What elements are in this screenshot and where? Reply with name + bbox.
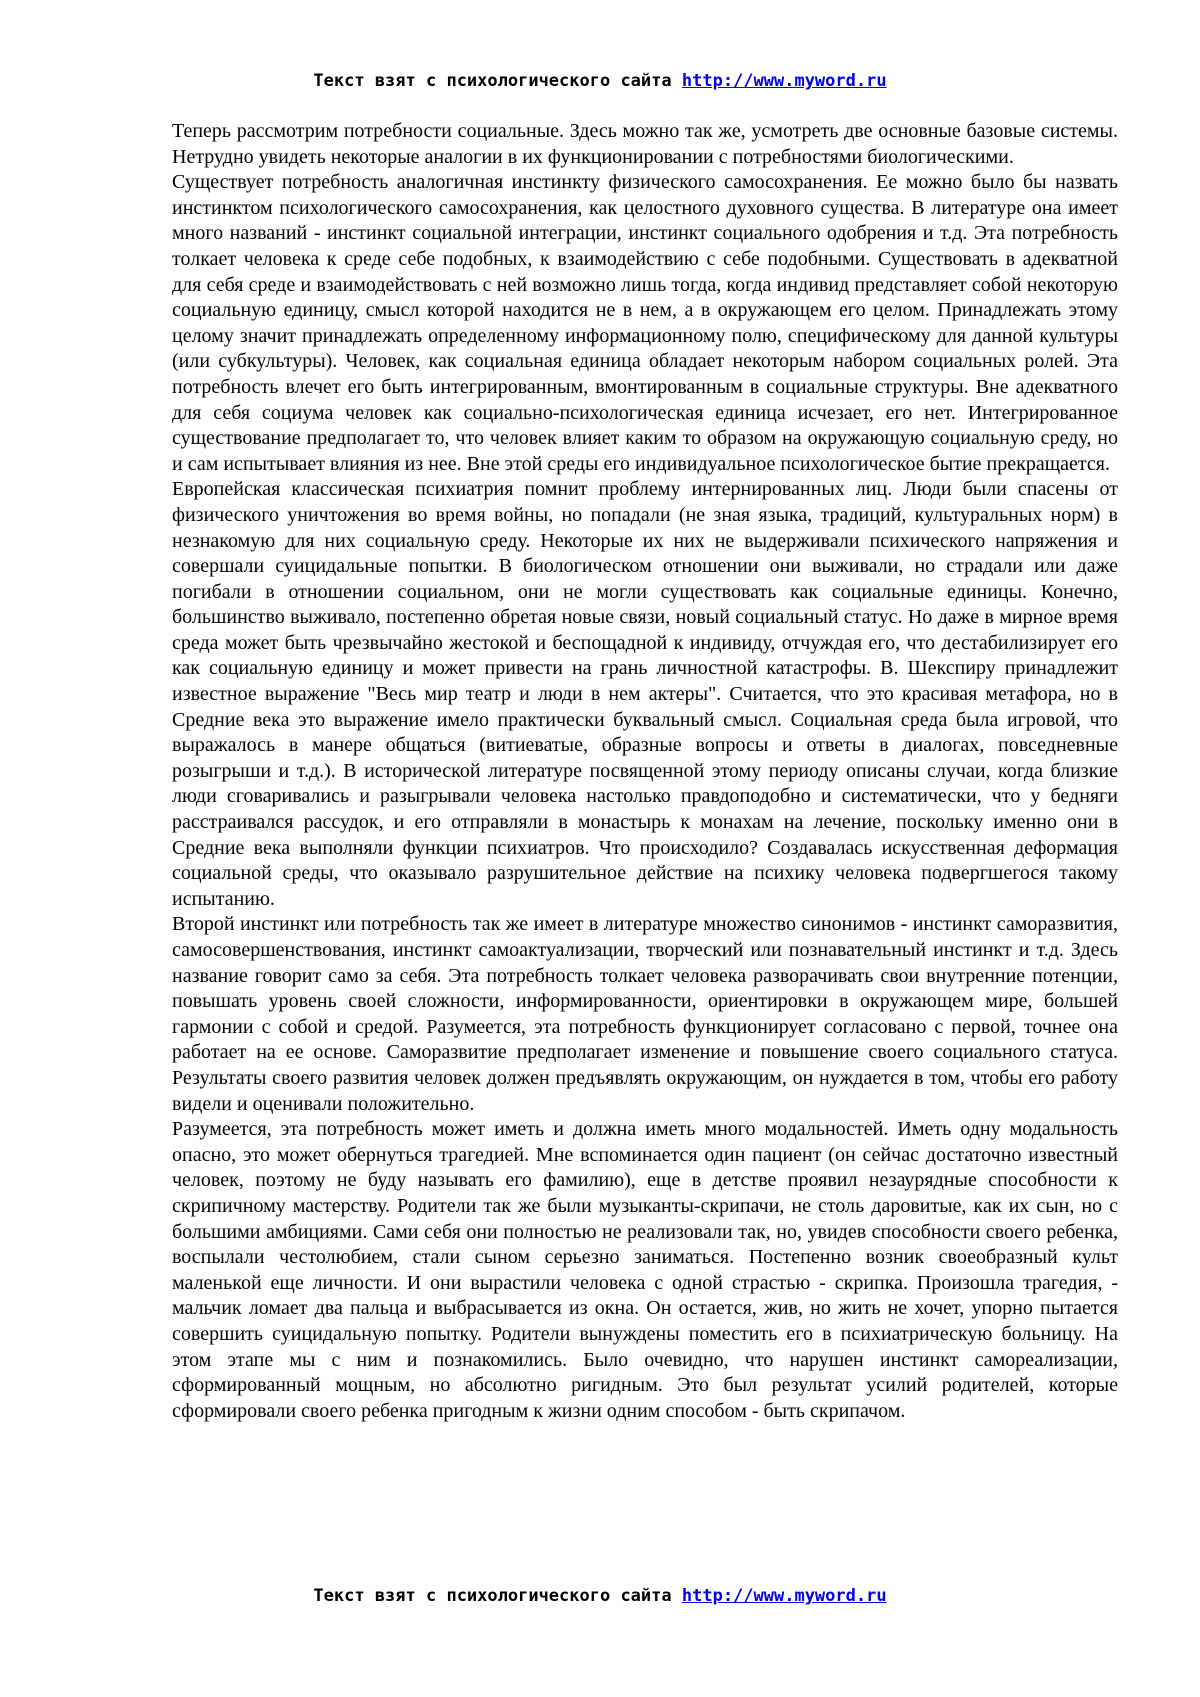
- header-text: Текст взят с психологического сайта: [313, 71, 682, 91]
- paragraph-1: Теперь рассмотрим потребности социальные. Здесь можно так же, усмотреть две основные базовые системы. Нетрудно увидеть некоторые аналогии в их функционировании с потребностями биологическими.: [172, 120, 1118, 168]
- page-footer: [0, 1585, 1200, 1607]
- paragraph-5: Разумеется, эта потребность может иметь и должна иметь много модальностей. Иметь одну модальность опасно, это может обернуться трагедией. Мне вспоминается один пациент (он сейчас достаточно известный человек, поэтому не буду называть его фамилию), еще в детстве проявил незаурядные способности к скрипичному мастерству. Родители так же были музыканты-скрипачи, не столь даровитые, как их сын, но с большими амбициями. Сами себя они полностью не реализовали так, но, увидев способности своего ребенка, воспылали честолюбием, стали сыном серьезно заниматься. Постепенно возник своеобразный культ маленькой еще личности. И они вырастили человека с одной страстью - скрипка. Произошла трагедия, - мальчик ломает два пальца и выбрасывается из окна. Он остается, жив, но жить не хочет, упорно пытается совершить суицидальную попытку. Родители вынуждены поместить его в психиатрическую больницу. На этом этапе мы с ним и познакомились. Было очевидно, что нарушен инстинкт самореализации, сформированный мощным, но абсолютно ригидным. Это был результат усилий родителей, которые сформировали своего ребенка пригодным к жизни одним способом - быть скрипачом.: [172, 1118, 1118, 1422]
- paragraph-3: Европейская классическая психиатрия помнит проблему интернированных лиц. Люди были спасены от физического уничтожения во время войны, но попадали (не зная языка, традиций, культуральных норм) в незнакомую для них социальную среду. Некоторые их них не выдерживали психического напряжения и совершали суицидальные попытки. В биологическом отношении они выживали, но страдали или даже погибали в отношении социальном, они не могли существовать как социальные единицы. Конечно, большинство выживало, постепенно обретая новые связи, новый социальный статус. Но даже в мирное время среда может быть чрезвычайно жестокой и беспощадной к индивиду, отчуждая его, что дестабилизирует его как социальную единицу и может привести на грань личностной катастрофы. В. Шекспиру принадлежит известное выражение "Весь мир театр и люди в нем актеры". Считается, что это красивая метафора, но в Средние века это выражение имело практически буквальный смысл. Социальная среда была игровой, что выражалось в манере общаться (витиеватые, образные вопросы и ответы в диалогах, повседневные розыгрыши и т.д.). В исторической литературе посвященной этому периоду описаны случаи, когда близкие люди сговаривались и разыгрывали человека настолько правдоподобно и систематически, что у бедняги расстраивался рассудок, и его отправляли в монастырь к монахам на лечение, поскольку именно они в Средние века выполняли функции психиатров. Что происходило? Создавалась искусственная деформация социальной среды, что оказывало разрушительное действие на психику человека подвергшегося такому испытанию.: [172, 478, 1118, 910]
- header-site-link[interactable]: http://www.myword.ru: [681, 71, 887, 91]
- footer-site-link[interactable]: http://www.myword.ru: [681, 1586, 887, 1606]
- paragraph-4: Второй инстинкт или потребность так же имеет в литературе множество синонимов - инстинкт саморазвития, самосовершенствования, инстинкт самоактуализации, творческий или познавательный инстинкт и т.д. Здесь название говорит само за себя. Эта потребность толкает человека разворачивать свои внутренние потенции, повышать уровень своей сложности, информированности, ориентировки в окружающем мире, большей гармонии с собой и средой. Разумеется, эта потребность функционирует согласовано с первой, точнее она работает на ее основе. Саморазвитие предполагает изменение и повышение своего социального статуса. Результаты своего развития человек должен предъявлять окружающим, он нуждается в том, чтобы его работу видели и оценивали положительно.: [172, 913, 1118, 1115]
- document-body: [172, 119, 1118, 1424]
- footer-text: Текст взят с психологического сайта: [313, 1586, 682, 1606]
- page-header: [0, 70, 1200, 92]
- paragraph-2: Существует потребность аналогичная инстинкту физического самосохранения. Ее можно было бы назвать инстинктом психологического самосохранения, как целостного духовного существа. В литературе она имеет много названий - инстинкт социальной интеграции, инстинкт социального одобрения и т.д. Эта потребность толкает человека к среде себе подобных, к взаимодействию с себе подобными. Существовать в адекватной для себя среде и взаимодействовать с ней возможно лишь тогда, когда индивид представляет собой некоторую социальную единицу, смысл которой находится не в нем, а в окружающем его целом. Принадлежать этому целому значит принадлежать определенному информационному полю, специфическому для данной культуры (или субкультуры). Человек, как социальная единица обладает некоторым набором социальных ролей. Эта потребность влечет его быть интегрированным, вмонтированным в социальные структуры. Вне адекватного для себя социума человек как социально-психологическая единица исчезает, его нет. Интегрированное существование предполагает то, что человек влияет каким то образом на окружающую социальную среду, но и сам испытывает влияния из нее. Вне этой среды его индивидуальное психологическое бытие прекращается.: [172, 171, 1118, 475]
